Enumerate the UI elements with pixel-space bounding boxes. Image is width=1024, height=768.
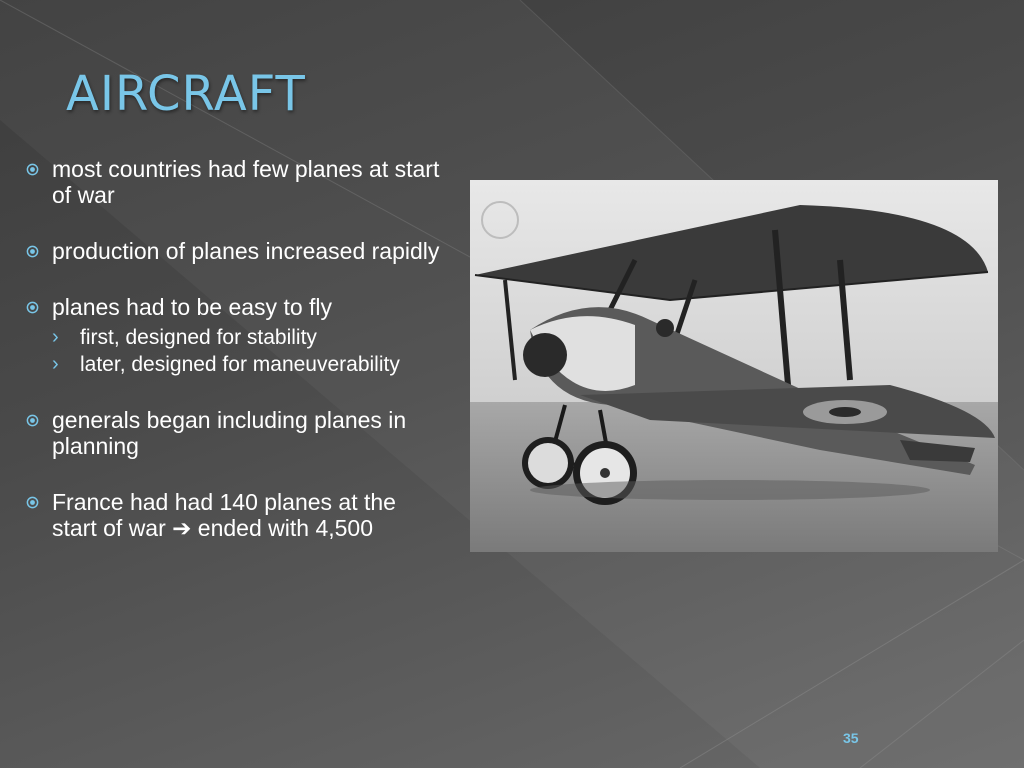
chevron-right-icon: ›	[52, 353, 59, 375]
chevron-right-icon: ›	[52, 326, 59, 348]
bullet-item	[26, 156, 446, 208]
circled-dot-icon	[26, 163, 39, 176]
circled-dot-icon	[26, 496, 39, 509]
slide-title: AIRCRAFT	[66, 66, 306, 122]
sub-bullet-text: first, designed for stability	[80, 326, 317, 349]
sub-bullet-item	[26, 326, 446, 350]
circled-dot-icon	[26, 414, 39, 427]
bullet-item	[26, 238, 446, 264]
bullet-item	[26, 407, 446, 459]
bullet-text: most countries had few planes at start of war	[52, 156, 440, 208]
bullet-text: France had had 140 planes at the start of war ➔ ended with 4,500	[52, 489, 396, 541]
circled-dot-icon	[26, 245, 39, 258]
page-number: 35	[843, 730, 859, 746]
sub-bullet-item	[26, 353, 446, 377]
bullet-text: generals began including planes in planning	[52, 407, 407, 459]
bullet-text: planes had to be easy to fly	[52, 294, 333, 320]
biplane-photo	[470, 180, 998, 552]
bullet-list	[26, 156, 446, 571]
bullet-item	[26, 294, 446, 377]
sub-bullet-text: later, designed for maneuverability	[80, 353, 400, 376]
circled-dot-icon	[26, 301, 39, 314]
bullet-text: production of planes increased rapidly	[52, 238, 440, 264]
bullet-item	[26, 489, 446, 541]
